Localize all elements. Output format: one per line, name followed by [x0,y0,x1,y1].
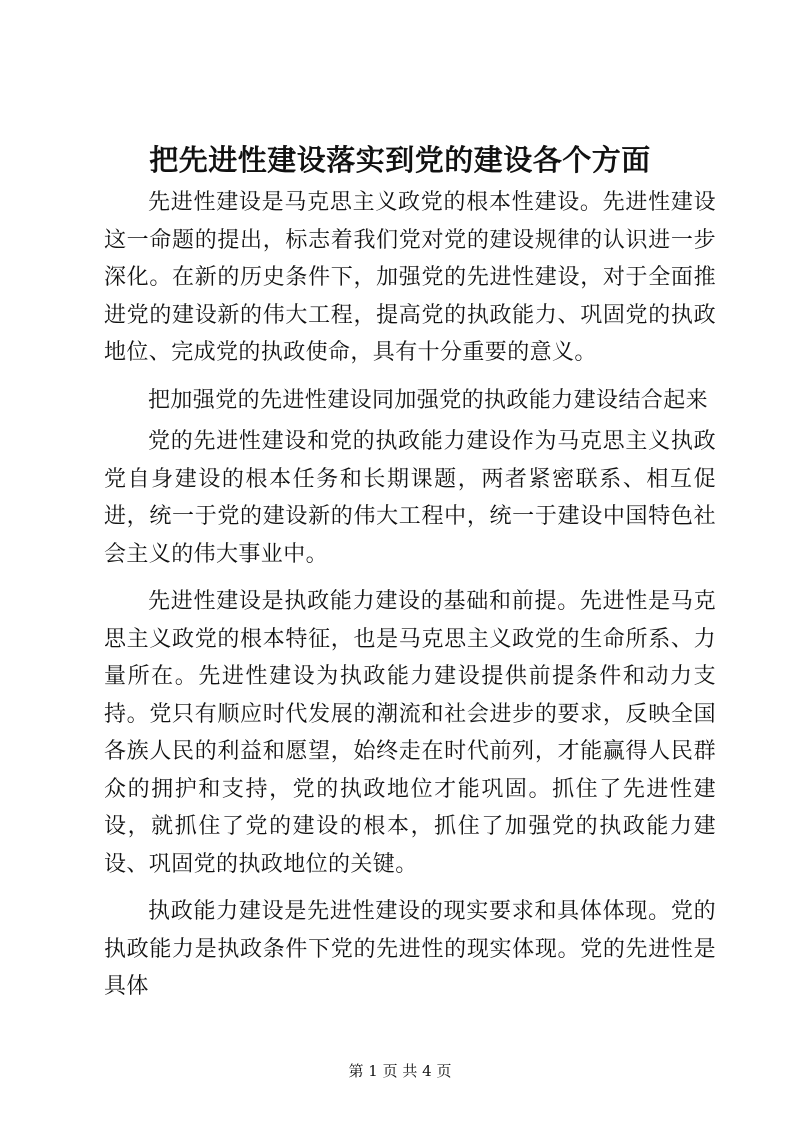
paragraph-intro: 先进性建设是马克思主义政党的根本性建设。先进性建设这一命题的提出，标志着我们党对党的建设规律的认识进一步深化。在新的历史条件下，加强党的先进性建设，对于全面推进党的建设新的伟大工程，提高党的执政能力、巩固党的执政地位、完成党的执政使命，具有十分重要的意义。 [104,190,716,365]
page-number-footer: 第 1 页 共 4 页 [348,1062,452,1080]
document-title: 把先进性建设落实到党的建设各个方面 [149,143,651,177]
section-heading: 把加强党的先进性建设同加强党的执政能力建设结合起来 [148,387,709,413]
paragraph-foundation: 先进性建设是执政能力建设的基础和前提。先进性是马克思主义政党的根本特征，也是马克思主义政党的生命所系、力量所在。先进性建设为执政能力建设提供前提条件和动力支持。党只有顺应时代发展的潮流和社会进步的要求，反映全国各族人民的利益和愿望，始终走在时代前列，才能赢得人民群众的拥护和支持，党的执政地位才能巩固。抓住了先进性建设，就抓住了党的建设的根本，抓住了加强党的执政能力建设、巩固党的执政地位的关键。 [104,589,716,877]
document-body [104,184,716,1016]
paragraph-relationship: 党的先进性建设和党的执政能力建设作为马克思主义执政党自身建设的根本任务和长期课题，两者紧密联系、相互促进，统一于党的建设新的伟大工程中，统一于建设中国特色社会主义的伟大事业中。 [104,429,716,567]
paragraph-governance: 执政能力建设是先进性建设的现实要求和具体体现。党的执政能力是执政条件下党的先进性的现实体现。党的先进性是具体 [104,899,716,999]
